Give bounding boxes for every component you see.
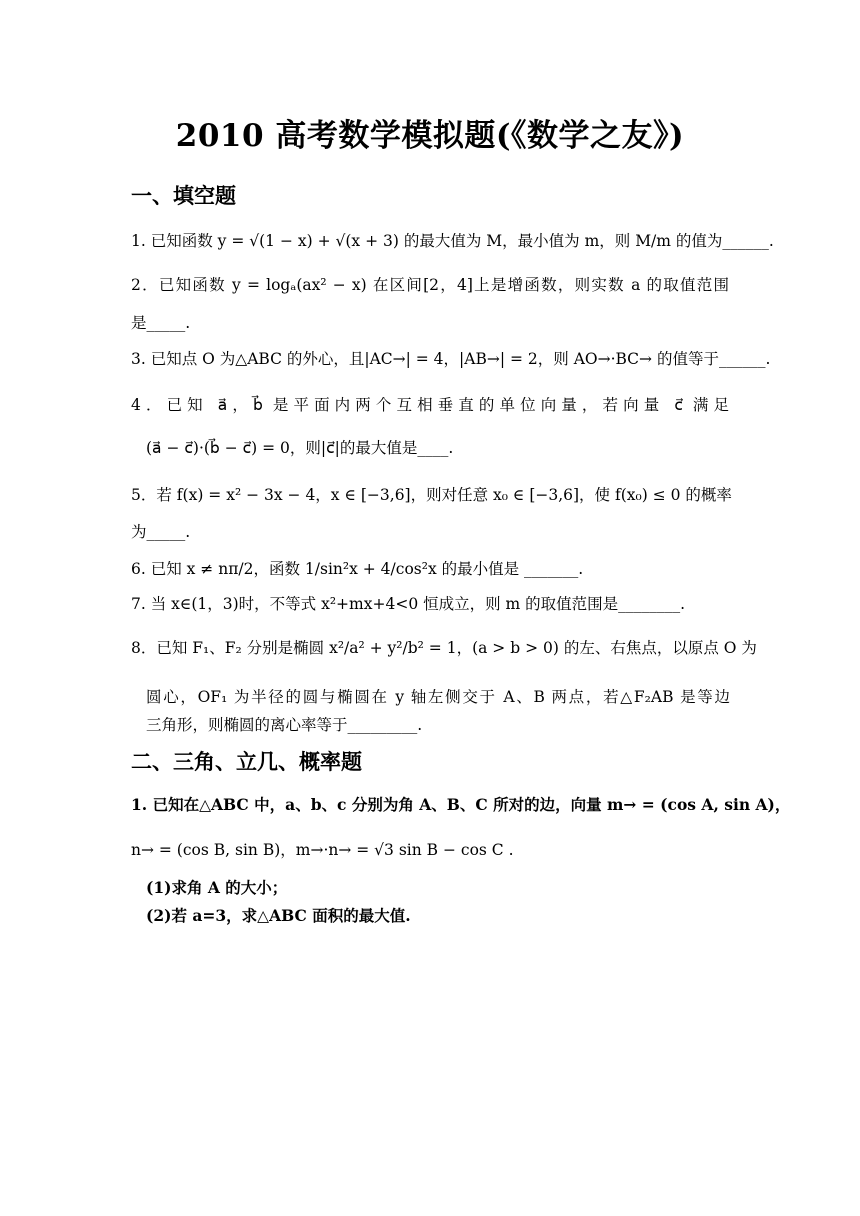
question-8-line-3: 三角形，则椭圆的离心率等于_________. [146,716,423,734]
question-8-line-2: 圆心，OF₁ 为半径的圆与椭圆在 y 轴左侧交于 A、B 两点，若△F₂AB 是等边 [146,688,730,706]
question-1: 1. 已知函数 y = √(1 − x) + √(x + 3) 的最大值为 M，最小值为 m，则 M/m 的值为______. [131,232,774,250]
question-5-line-2: 为_____. [131,523,191,541]
question-2-line-1: 2．已知函数 y = logₐ(ax² − x) 在区间[2，4]上是增函数，则实数 a 的取值范围 [131,276,729,294]
page-title: 2010 高考数学模拟题(《数学之友》) [175,118,685,154]
question-7: 7. 当 x∈(1，3)时，不等式 x²+mx+4<0 恒成立，则 m 的取值范围是________. [131,595,686,613]
problem-1-sub-2: (2)若 a=3，求△ABC 面积的最大值. [146,906,411,925]
question-8-line-1: 8．已知 F₁、F₂ 分别是椭圆 x²/a² + y²/b² = 1，(a > b > 0) 的左、右焦点，以原点 O 为 [131,639,757,657]
problem-1-sub-1: (1)求角 A 的大小； [146,878,288,897]
question-2-line-2: 是_____. [131,314,191,332]
section-heading-trig: 二、三角、立几、概率题 [131,749,362,774]
question-4-line-2: (a⃗ − c⃗)·(b⃗ − c⃗) = 0，则|c⃗|的最大值是____. [146,439,454,457]
problem-1-line-1: 1. 已知在△ABC 中，a、b、c 分别为角 A、B、C 所对的边，向量 m→ = (cos A, sin A)， [131,795,791,814]
question-5-line-1: 5．若 f(x) = x² − 3x − 4，x ∈ [−3,6]，则对任意 x₀ ∈ [−3,6]，使 f(x₀) ≤ 0 的概率 [131,486,732,504]
question-6: 6. 已知 x ≠ nπ/2，函数 1/sin²x + 4/cos²x 的最小值是 _______. [131,560,584,578]
question-3: 3. 已知点 O 为△ABC 的外心，且|AC→| = 4，|AB→| = 2，则 AO→·BC→ 的值等于______. [131,350,771,368]
question-4-line-1: 4．已知 a⃗，b⃗ 是平面内两个互相垂直的单位向量，若向量 c⃗ 满足 [131,396,729,414]
problem-1-line-2: n→ = (cos B, sin B)，m→·n→ = √3 sin B − cos C . [131,841,514,859]
section-heading-fill-in: 一、填空题 [131,183,236,208]
